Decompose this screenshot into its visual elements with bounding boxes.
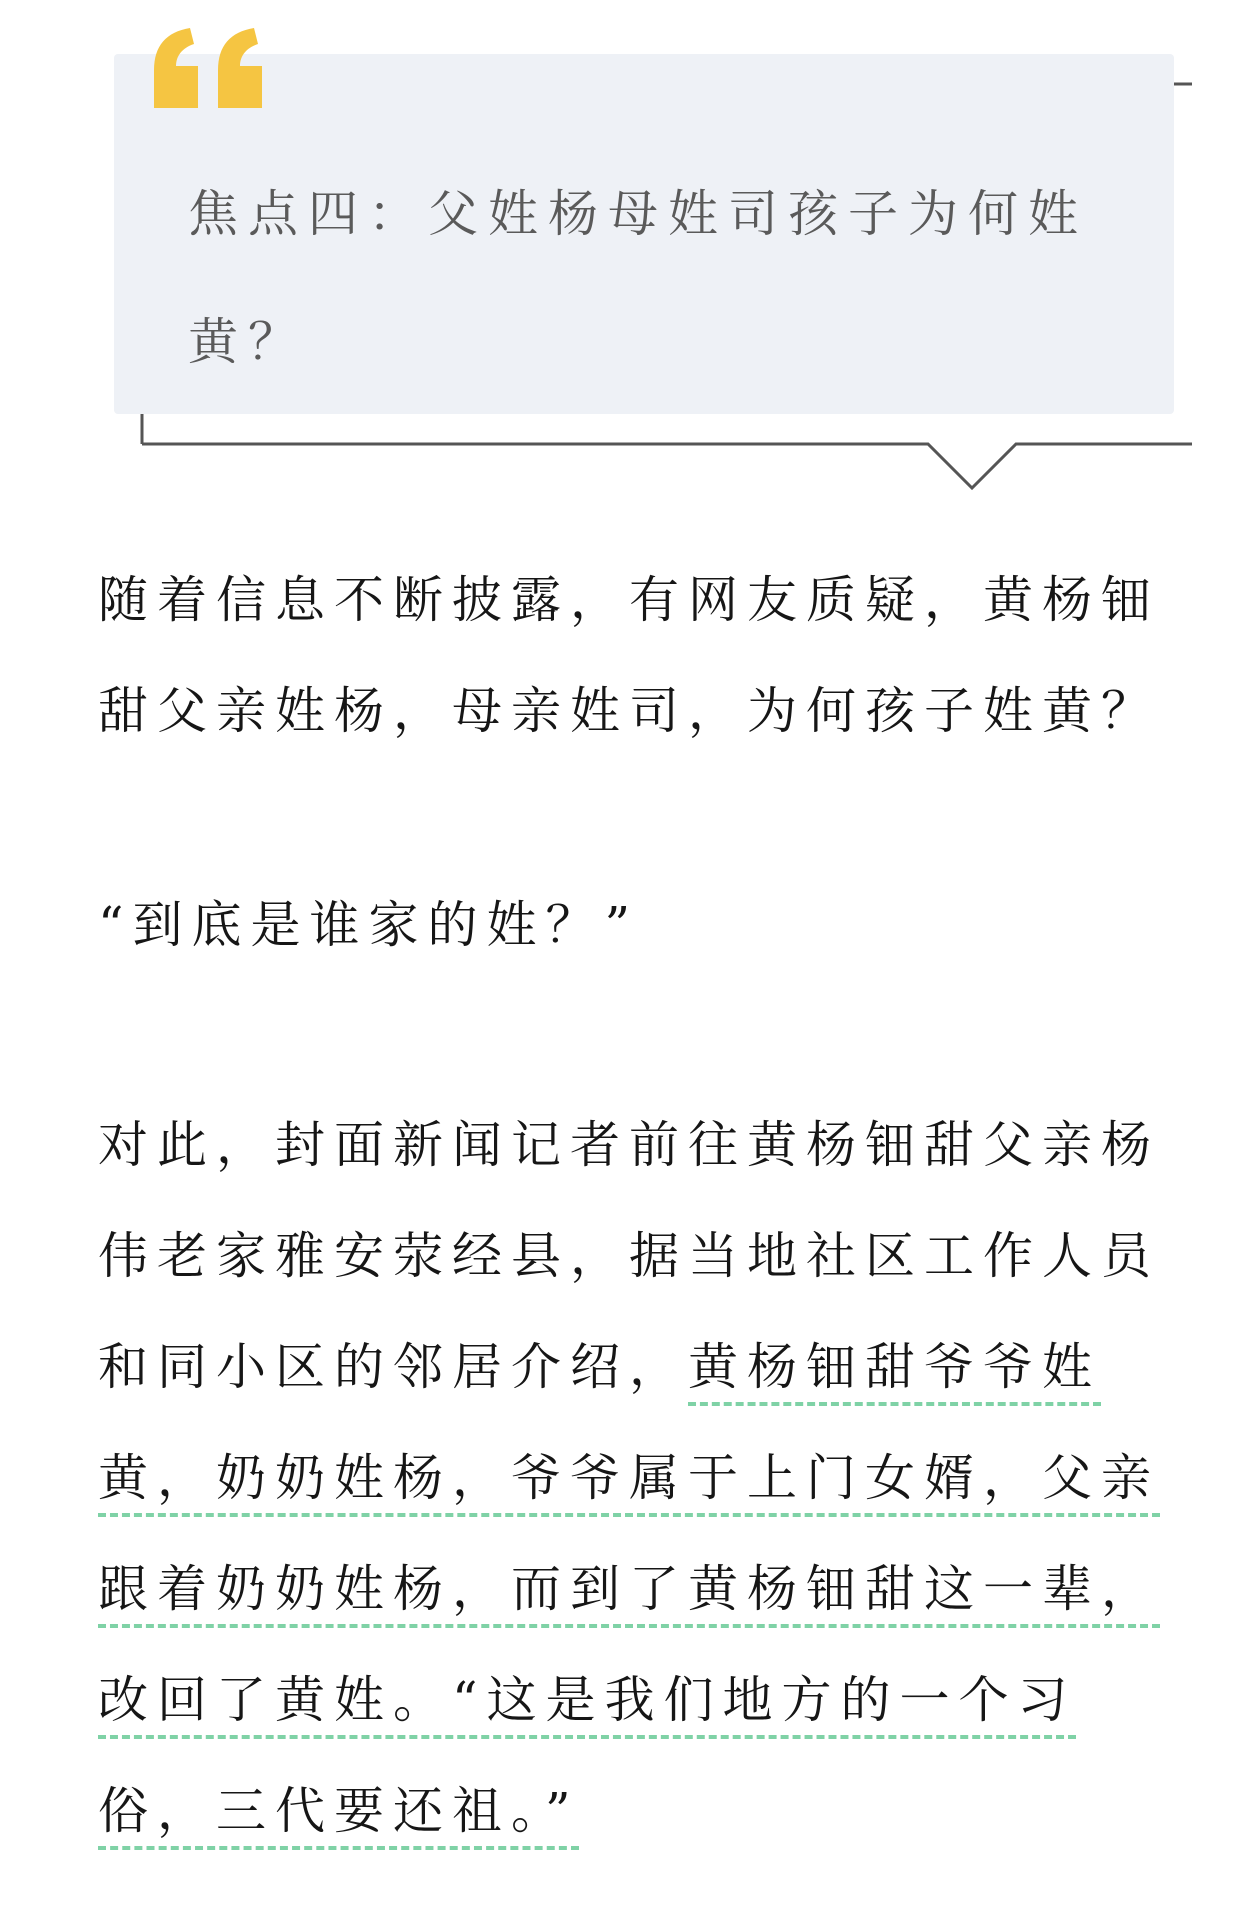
paragraph-2: “到底是谁家的姓？” (98, 896, 640, 954)
paragraph-1: 随着信息不断披露，有网友质疑，黄杨钿甜父亲姓杨，母亲姓司，为何孩子姓黄？ (98, 571, 1160, 740)
paragraph-3-text: 对此，封面新闻记者前往黄杨钿甜父亲杨伟老家雅安荥经县，据当地社区工作人员和同小区的邻居介绍， (98, 1116, 1160, 1396)
highlighted-quote: 黄杨钿甜爷爷姓黄，奶奶姓杨，爷爷属于上门女婿，父亲跟着奶奶姓杨，而到了黄杨钿甜这一辈，改回了黄姓。“这是我们地方的一个习俗，三代要还祖。” (98, 1338, 1160, 1840)
quote-title: 焦点四：父姓杨母姓司孩子为何姓黄？ (188, 185, 1088, 371)
paragraph-3 (98, 1090, 1178, 1867)
quote-mark-icon (146, 24, 276, 114)
